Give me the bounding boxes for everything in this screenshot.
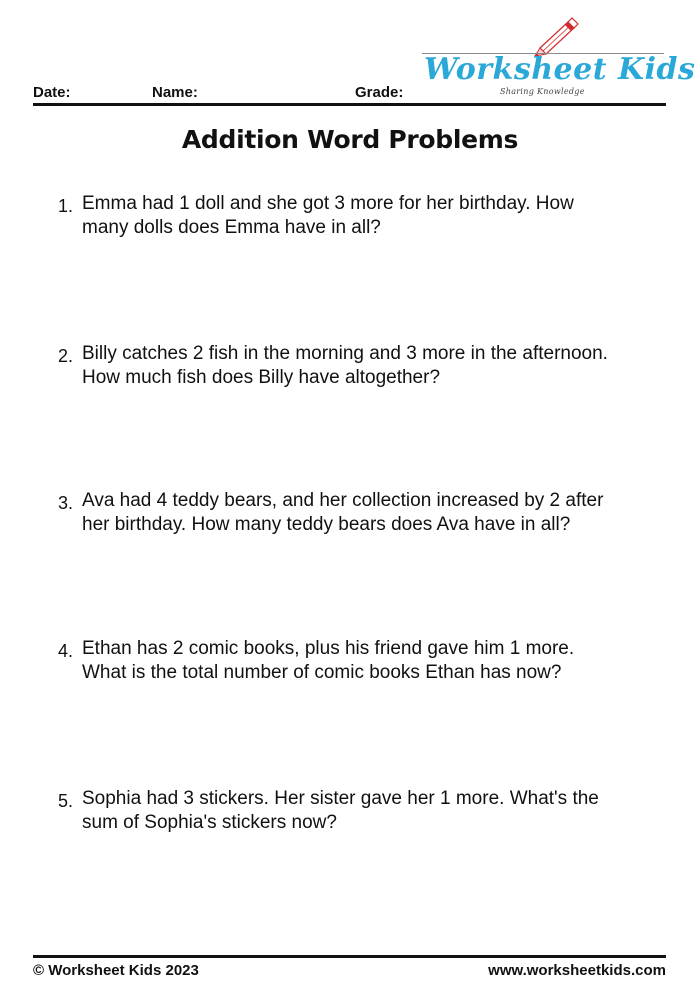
grade-label: Grade: bbox=[355, 84, 404, 101]
question-line: What is the total number of comic books Ethan has now? bbox=[82, 662, 562, 683]
question-line: Emma had 1 doll and she got 3 more for her birthday. How bbox=[82, 193, 574, 214]
logo-brand-text: Worksheet Kids bbox=[424, 52, 696, 87]
question-number: 1. bbox=[58, 196, 74, 216]
date-label: Date: bbox=[33, 84, 71, 101]
question-text bbox=[82, 342, 668, 390]
question-text bbox=[82, 192, 668, 240]
worksheet-kids-logo bbox=[420, 14, 696, 100]
question-text bbox=[82, 787, 668, 835]
question-line: sum of Sophia's stickers now? bbox=[82, 812, 337, 833]
question-line: Ethan has 2 comic books, plus his friend gave him 1 more. bbox=[82, 638, 575, 659]
question-line: her birthday. How many teddy bears does Ava have in all? bbox=[82, 514, 571, 535]
question-line: Billy catches 2 fish in the morning and 3 more in the afternoon. bbox=[82, 343, 608, 364]
question-line: Ava had 4 teddy bears, and her collection increased by 2 after bbox=[82, 490, 604, 511]
header-divider bbox=[33, 103, 666, 106]
logo-tagline: Sharing Knowledge bbox=[500, 87, 585, 96]
question-line: How much fish does Billy have altogether? bbox=[82, 367, 441, 388]
question-line: Sophia had 3 stickers. Her sister gave her 1 more. What's the bbox=[82, 788, 599, 809]
question-number: 2. bbox=[58, 346, 74, 366]
question-text bbox=[82, 489, 668, 537]
question-text bbox=[82, 637, 668, 685]
question-number: 5. bbox=[58, 791, 74, 811]
question-line: many dolls does Emma have in all? bbox=[82, 217, 381, 238]
footer-divider bbox=[33, 955, 666, 958]
name-label: Name: bbox=[152, 84, 198, 101]
footer-copyright: © Worksheet Kids 2023 bbox=[33, 962, 199, 979]
question-number: 4. bbox=[58, 641, 74, 661]
footer-website-link[interactable]: www.worksheetkids.com bbox=[488, 962, 666, 979]
page-title: Addition Word Problems bbox=[181, 125, 519, 154]
question-number: 3. bbox=[58, 493, 74, 513]
pencil-icon bbox=[532, 14, 582, 56]
